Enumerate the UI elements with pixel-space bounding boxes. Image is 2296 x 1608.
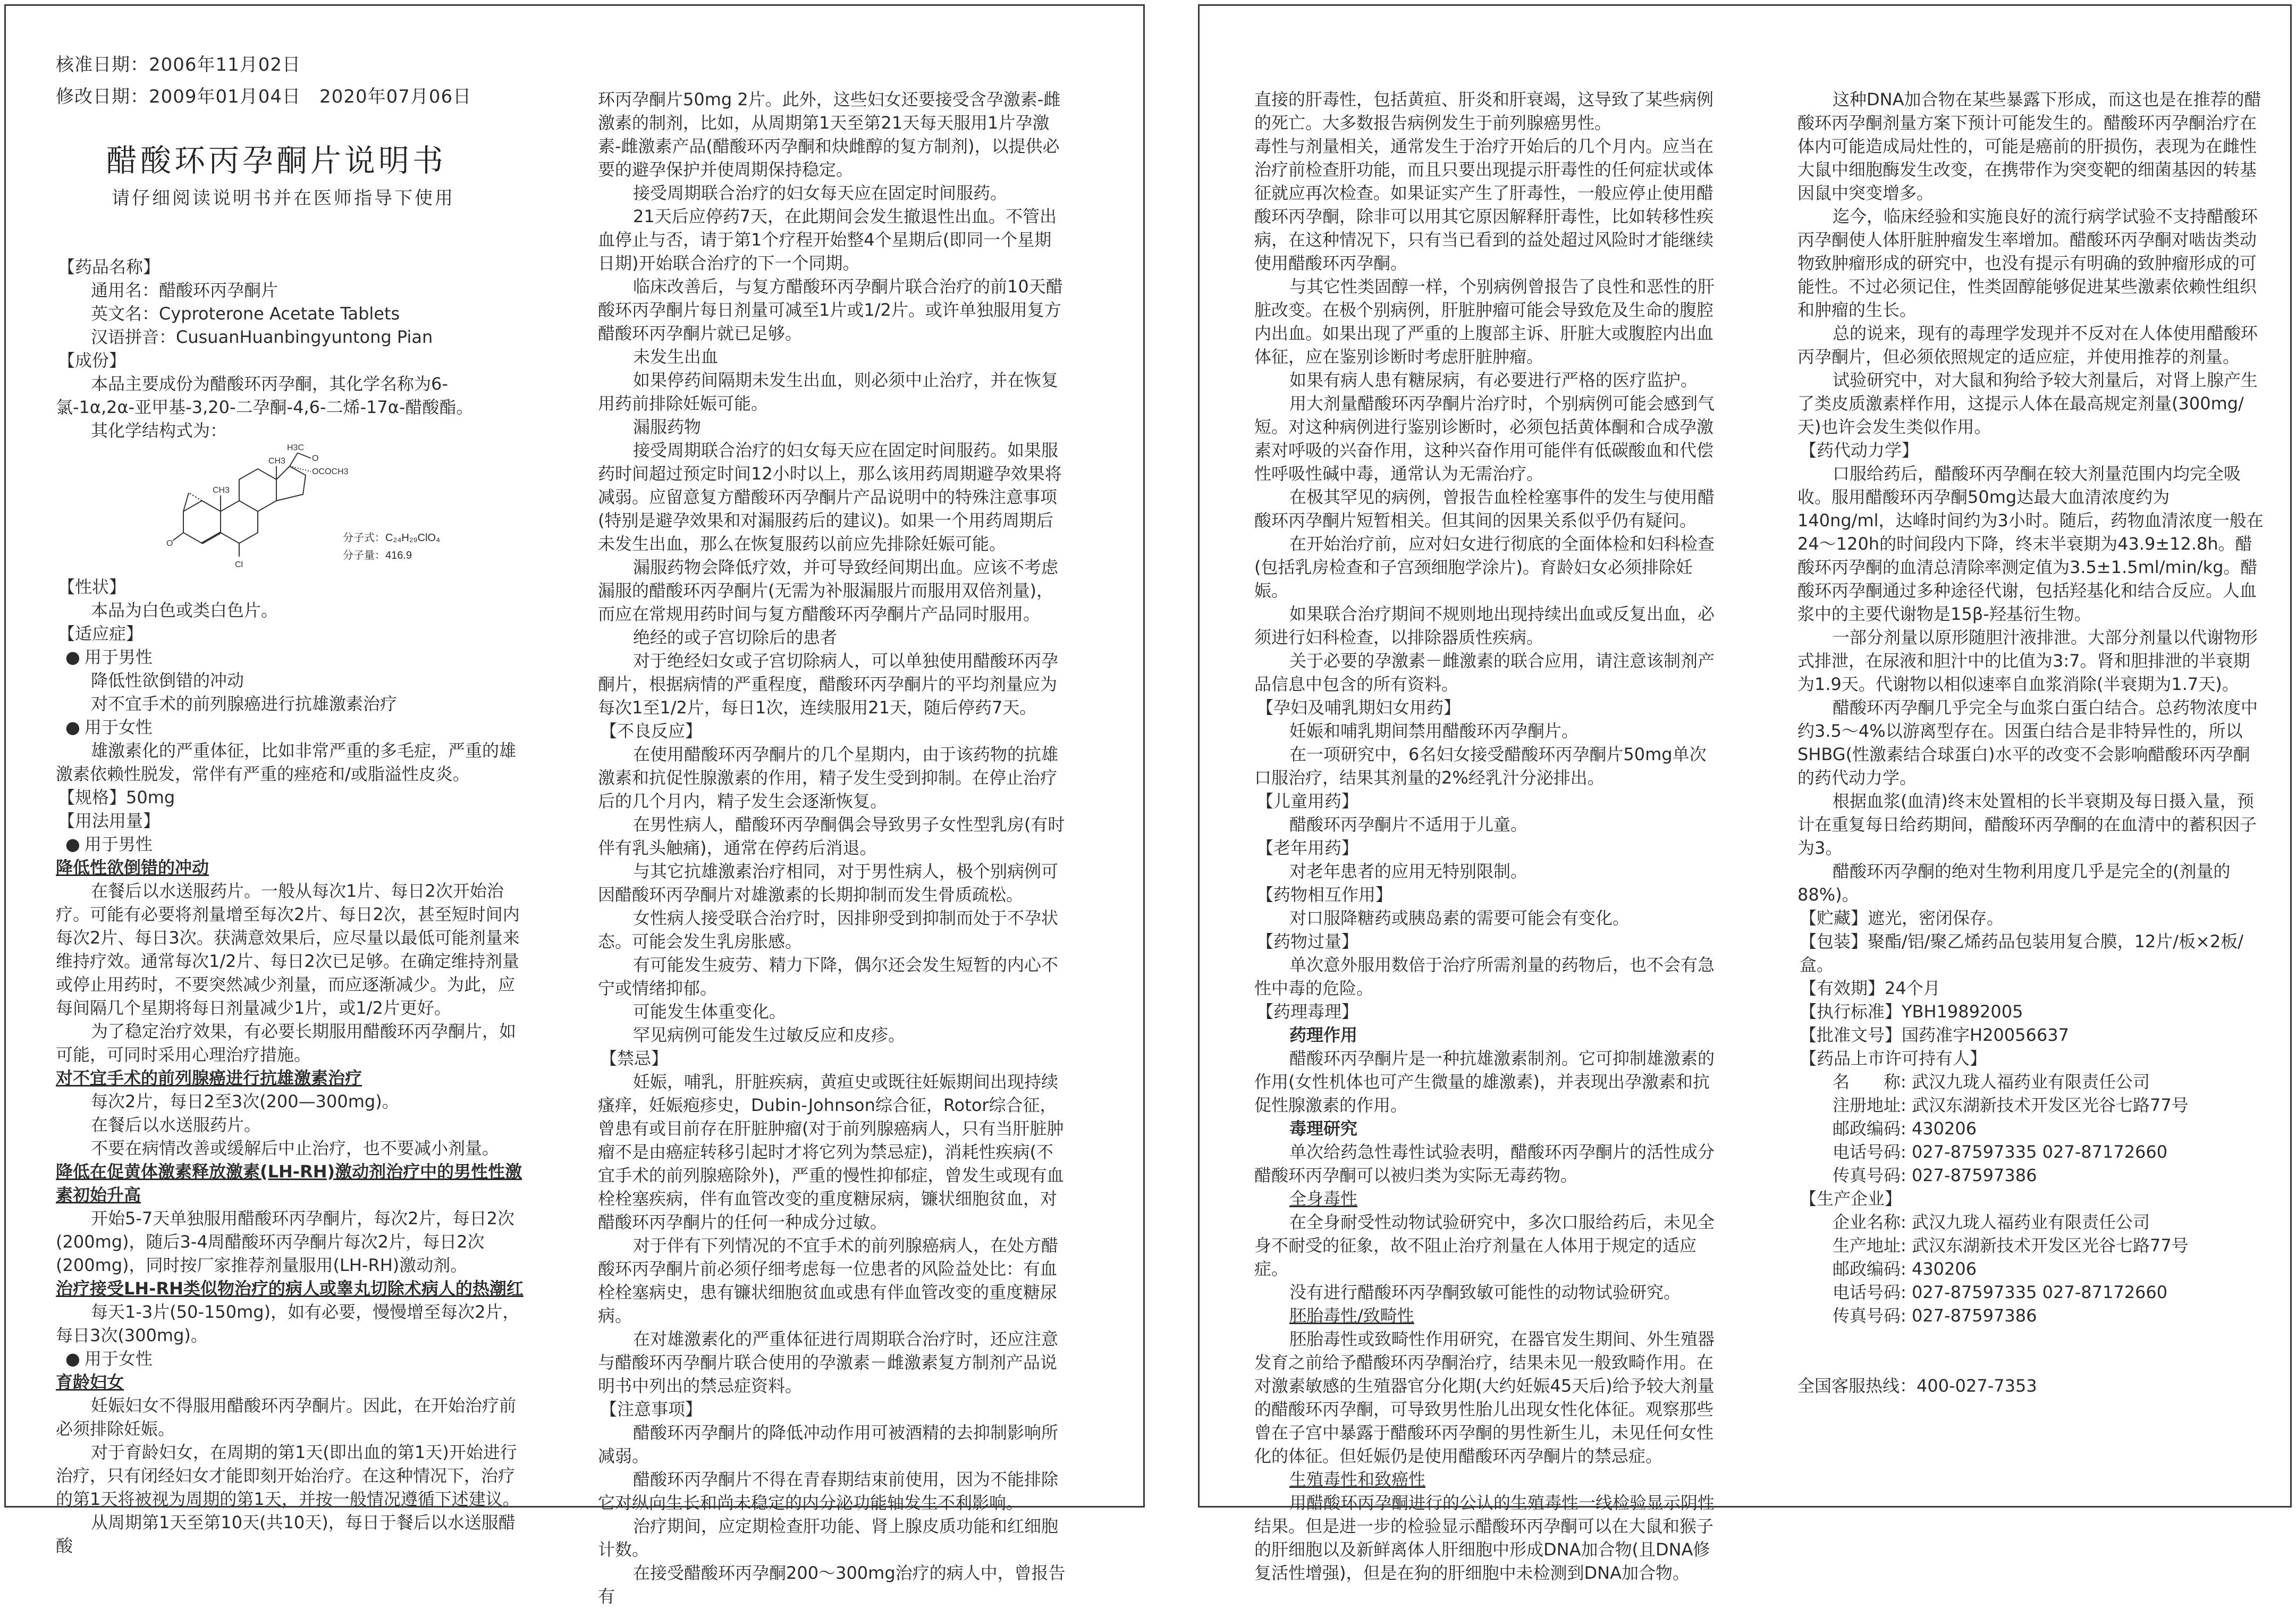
paragraph: 单次意外服用数倍于治疗所需剂量的药物后，也不会有急性中毒的危险。 <box>1254 955 1715 998</box>
section-heading: 【成份】 <box>58 350 126 371</box>
approval-date: 核准日期：2006年11月02日 <box>56 54 301 75</box>
paragraph: 环丙孕酮片50mg 2片。此外，这些妇女还要接受含孕激素-雌激素的制剂，比如，从周期第1天至第21天每天服用1片孕激素-雌激素产品(醋酸环丙孕酮和炔雌醇的复方制剂)，以提供必要的避孕保护并使周期保持稳定。 <box>598 89 1061 180</box>
bullet-item: ● 用于男性 <box>56 645 524 669</box>
paragraph: 用大剂量醋酸环丙孕酮片治疗时，个别病例可能会感到气短。对这种病例进行鉴别诊断时，必须包括黄体酮和合成孕激素对呼吸的兴奋作用，这种兴奋作用可能伴有低碳酸血和代偿性呼吸性碱中毒，通常认为无需治疗。 <box>1254 393 1715 484</box>
paragraph: 用醋酸环丙孕酮进行的公认的生殖毒性一线检验显示阴性结果。但是进一步的检验显示醋酸环丙孕酮可以在大鼠和猴子的肝细胞以及新鲜离体人肝细胞中形成DNA加合物(且DNA修复活性增强)，但是在狗的肝细胞中未检测到DNA加合物。 <box>1254 1493 1715 1583</box>
section-heading: 【药物过量】 <box>1256 931 1359 952</box>
svg-text:O: O <box>166 539 173 548</box>
section-heading: 【药品上市许可持有人】 <box>1800 1048 1987 1068</box>
paragraph: 每次2片，每日2至3次(200—300mg)。 <box>91 1091 399 1112</box>
section-heading: 【药代动力学】 <box>1800 440 1919 460</box>
section-heading: 【药理毒理】 <box>1256 1001 1359 1022</box>
paragraph: 妊娠，哺乳，肝脏疾病，黄疸史或既往妊娠期间出现持续瘙痒，妊娠疱疹史，Dubin-Johnson综合征，Rotor综合征，曾患有或目前存在肝脏肿瘤(对于前列腺癌病人，只有当肝脏肿瘤不是由癌症转移引起时才将它列为禁忌症)，消耗性疾病(不宜手术的前列腺癌除外)，严重的慢性抑郁症，曾发生或现有血栓栓塞疾病，伴有血管改变的重度糖尿病，镰状细胞贫血，对醋酸环丙孕酮片的任何一种成分过敏。 <box>598 1072 1064 1232</box>
bullet-item: ● 用于女性 <box>56 1347 524 1370</box>
paragraph: 总的说来，现有的毒理学发现并不反对在人体使用醋酸环丙孕酮片，但必须依照规定的适应症，并使用推荐的剂量。 <box>1797 323 2258 367</box>
paragraph: 在男性病人，醋酸环丙孕酮偶会导致男子女性型乳房(有时伴有乳头触痛)，通常在停药后消退。 <box>598 814 1065 858</box>
paragraph: 对于育龄妇女，在周期的第1天(即出血的第1天)开始进行治疗，只有闭经妇女才能即刻开始治疗。在这种情况下，治疗的第1天将被视为周期的第1天，并按一般情况遵循下述建议。 <box>56 1442 520 1509</box>
paragraph: 在对雄激素化的严重体征进行周期联合治疗时，还应注意与醋酸环丙孕酮片联合使用的孕激素－雌激素复方制剂产品说明书中列出的禁忌症资料。 <box>598 1329 1059 1396</box>
section-heading: 【注意事项】 <box>600 1399 703 1419</box>
spacer <box>1797 1327 2265 1374</box>
subheading: 药理作用 <box>1289 1025 1358 1045</box>
bullet-item: ● 用于男性 <box>56 832 524 856</box>
paragraph: 21天后应停药7天，在此期间会发生撤退性出血。不管出血停止与否，请于第1个疗程开始整4个星期后(即同一个星期日期)开始联合治疗的下一个同期。 <box>598 206 1057 273</box>
paragraph: 醋酸环丙孕酮片不得在青春期结束前使用，因为不能排除它对纵向生长和尚未稳定的内分泌功能轴发生不利影响。 <box>598 1469 1059 1513</box>
section-heading: 【不良反应】 <box>600 721 703 741</box>
section-heading: 【禁忌】 <box>600 1048 669 1068</box>
paragraph: 本品为白色或类白色片。 <box>91 600 278 620</box>
section-heading: 【贮藏】遮光，密闭保存。 <box>1800 908 2004 928</box>
indented-line: 英文名：Cyproterone Acetate Tablets <box>91 304 400 324</box>
svg-text:OCOCH3: OCOCH3 <box>312 467 349 476</box>
paragraph: 从周期第1天至第10天(共10天)，每日于餐后以水送服醋酸 <box>56 1512 516 1556</box>
paragraph: 开始5-7天单独服用醋酸环丙孕酮片，每次2片，每日2次(200mg)，随后3-4周醋酸环丙孕酮片每次2片，每日2次(200mg)，同时按厂家推荐剂量服用(LH-RH)激动剂。 <box>56 1208 514 1275</box>
paragraph: 醋酸环丙孕酮片不适用于儿童。 <box>1289 814 1528 835</box>
subheading: 降低性欲倒错的冲动 <box>56 857 209 878</box>
subheading: 降低在促黄体激素释放激素(LH-RH)激动剂治疗中的男性性激素初始升高 <box>56 1161 522 1205</box>
paragraph: 在一项研究中，6名妇女接受醋酸环丙孕酮片50mg单次口服治疗，结果其剂量的2%经乳汁分泌排出。 <box>1254 744 1707 788</box>
indented-line: 通用名：醋酸环丙孕酮片 <box>91 280 278 300</box>
document-title: 醋酸环丙孕酮片说明书 <box>106 142 447 179</box>
section-heading: 【生产企业】 <box>1800 1189 1902 1209</box>
section-heading: 【药物相互作用】 <box>1256 885 1393 905</box>
paragraph: 妊娠妇女不得服用醋酸环丙孕酮片。因此，在开始治疗前必须排除妊娠。 <box>56 1395 517 1439</box>
section-heading: 【药品名称】 <box>58 257 161 277</box>
paragraph: 试验研究中，对大鼠和狗给予较大剂量后，对肾上腺产生了类皮质激素样作用，这提示人体在最高规定剂量(300mg/天)也许会发生类似作用。 <box>1797 370 2258 437</box>
paragraph: 与其它性类固醇一样，个别病例曾报告了良性和恶性的肝脏改变。在极个别病例，肝脏肿瘤可能会导致危及生命的腹腔内出血。如果出现了严重的上腹部主诉、肝脏大或腹腔内出血体征，应在鉴别诊断时考虑肝脏肿瘤。 <box>1254 276 1715 367</box>
paragraph: 为了稳定治疗效果，有必要长期服用醋酸环丙孕酮片，如可能，可同时采用心理治疗措施。 <box>56 1021 517 1065</box>
indented-line: 生产地址: 武汉东湖新技术开发区光谷七路77号 <box>1833 1235 2189 1256</box>
paragraph: 如果联合治疗期间不规则地出现持续出血或反复出血，必须进行妇科检查，以排除器质性疾病。 <box>1254 604 1715 647</box>
molecular-formula: 分子式：C₂₄H₂₉ClO₄ <box>343 532 441 544</box>
subheading: 毒理研究 <box>1289 1118 1358 1139</box>
paragraph: 根据血浆(血清)终末处置相的长半衰期及每日摄入量，预计在重复每日给药期间，醋酸环丙孕酮的在血清中的蓄积因子为3。 <box>1797 791 2257 858</box>
indented-line: 注册地址: 武汉东湖新技术开发区光谷七路77号 <box>1833 1095 2189 1115</box>
paragraph: 在开始治疗前，应对妇女进行彻底的全面体检和妇科检查(包括乳房检查和子宫颈细胞学涂片)。育龄妇女必须排除妊娠。 <box>1254 534 1715 601</box>
subheading: 生殖毒性和致癌性 <box>1289 1469 1426 1489</box>
indented-line: 降低性欲倒错的冲动 <box>91 670 244 691</box>
indented-line: 电话号码: 027-87597335 027-87172660 <box>1833 1142 2168 1162</box>
paragraph: 单次给药急性毒性试验表明，醋酸环丙孕酮片的活性成分醋酸环丙孕酮可以被归类为实际无毒药物。 <box>1254 1142 1715 1185</box>
column-1 <box>56 255 524 1558</box>
chemical-structure <box>56 442 524 575</box>
paragraph: 全国客服热线：400-027-7353 <box>1797 1376 2037 1396</box>
section-heading: 【包装】聚酯/铝/聚乙烯药品包装用复合膜，12片/板×2板/盒。 <box>1800 931 2244 975</box>
paragraph: 口服给药后，醋酸环丙孕酮在较大剂量范围内均完全吸收。服用醋酸环丙孕酮50mg达最大血清浓度约为140ng/ml，达峰时间约为3小时。随后，药物血清浓度一般在24～120h的时间段内下降，终末半衰期为43.9±12.8h。醋酸环丙孕酮的血清总清除率测定值为3.5±1.5ml/min/kg。醋酸环丙孕酮通过多种途径代谢，包括羟基化和结合反应。人血浆中的主要代谢物是15β-羟基衍生物。 <box>1797 464 2264 624</box>
paragraph: 可能发生体重变化。 <box>633 1001 787 1022</box>
indented-line: 传真号码: 027-87597386 <box>1833 1165 2037 1185</box>
paragraph: 胚胎毒性或致畸性作用研究，在器官发生期间、外生殖器发育之前给予醋酸环丙孕酮治疗，结果未见一般致畸作用。在对激素敏感的生殖器官分化期(大约妊娠45天后)给予较大剂量的醋酸环丙孕酮，可导致男性胎儿出现女性化体征。观察那些曾在子宫中暴露于醋酸环丙孕酮的男性新生儿，未见任何女性化的体征。但妊娠仍是使用醋酸环丙孕酮片的禁忌症。 <box>1254 1329 1715 1466</box>
section-heading: 【性状】 <box>58 577 126 597</box>
chemical-structure-diagram <box>162 442 349 575</box>
paragraph: 与其它抗雄激素治疗相同，对于男性病人，极个别病例可因醋酸环丙孕酮片对雄激素的长期抑制而发生骨质疏松。 <box>598 861 1059 905</box>
paragraph: 没有进行醋酸环丙孕酮致敏可能性的动物试验研究。 <box>1289 1282 1681 1302</box>
paragraph: 在餐后以水送服药片。 <box>91 1115 261 1135</box>
paragraph: 女性病人接受联合治疗时，因排卵受到抑制而处于不孕状态。可能会发生乳房胀感。 <box>598 908 1059 952</box>
document-subtitle: 请仔细阅读说明书并在医师指导下使用 <box>112 188 455 209</box>
paragraph: 在接受醋酸环丙孕酮200～300mg治疗的病人中，曾报告有 <box>598 1563 1066 1606</box>
section-heading: 【执行标准】YBH19892005 <box>1800 1001 2023 1022</box>
paragraph: 对口服降糖药或胰岛素的需要可能会有变化。 <box>1289 908 1630 928</box>
indented-line: 电话号码: 027-87597335 027-87172660 <box>1833 1282 2168 1302</box>
indented-line: 邮政编码: 430206 <box>1833 1259 1977 1279</box>
revision-date: 修改日期：2009年01月04日 2020年07月06日 <box>56 86 472 107</box>
paragraph: 对老年患者的应用无特别限制。 <box>1289 861 1528 881</box>
indented-line: 绝经的或子宫切除后的患者 <box>633 627 838 647</box>
paragraph: 每天1-3片(50-150mg)，如有必要，慢慢增至每次2片，每日3次(300mg)。 <box>56 1302 520 1345</box>
paragraph: 接受周期联合治疗的妇女每天应在固定时间服药。如果服药时间超过预定时间12小时以上，那么该用药周期避孕效果将减弱。应留意复方醋酸环丙孕酮片产品说明中的特殊注意事项(特别是避孕效果和对漏服药后的建议)。如果一个用药周期后未发生出血，那么在恢复服药以前应先排除妊娠可能。 <box>598 440 1062 554</box>
paragraph: 醋酸环丙孕酮的绝对生物利用度几乎是完全的(剂量的88%)。 <box>1797 861 2231 905</box>
subheading: 胚胎毒性/致畸性 <box>1289 1306 1414 1326</box>
section-heading: 【规格】50mg <box>58 787 175 807</box>
section-heading: 【用法用量】 <box>58 811 161 831</box>
paragraph: 醋酸环丙孕酮片是一种抗雄激素制剂。它可抑制雄激素的作用(女性机体也可产生微量的雄激素)，并表现出孕激素和抗促性腺激素的作用。 <box>1254 1048 1715 1115</box>
section-heading: 【儿童用药】 <box>1256 791 1359 811</box>
paragraph: 毒性与剂量相关，通常发生于治疗开始后的几个月内。应当在治疗前检查肝功能，而且只要出现提示肝毒性的任何症状或体征就应再次检查。如果证实产生了肝毒性，一般应停止使用醋酸环丙孕酮，除非可以用其它原因解释肝毒性，比如转移性疾病，在这种情况下，只有当已看到的益处超过风险时才能继续使用醋酸环丙孕酮。 <box>1254 136 1714 273</box>
paragraph: 如果有病人患有糖尿病，有必要进行严格的医疗监护。 <box>1289 370 1698 390</box>
subheading: 治疗接受LH-RH类似物治疗的病人或睾丸切除术病人的热潮红 <box>56 1278 524 1299</box>
bullet-item: ● 用于女性 <box>56 715 524 739</box>
svg-text:CH3: CH3 <box>213 486 230 495</box>
paragraph: 治疗期间，应定期检查肝功能、肾上腺皮质功能和红细胞计数。 <box>598 1516 1059 1560</box>
subheading: 育龄妇女 <box>56 1372 124 1392</box>
indented-line: 邮政编码: 430206 <box>1833 1118 1977 1139</box>
indented-line: 对不宜手术的前列腺癌进行抗雄激素治疗 <box>91 694 398 714</box>
column-3 <box>1254 88 1717 1585</box>
subheading: 对不宜手术的前列腺癌进行抗雄激素治疗 <box>56 1068 362 1088</box>
paragraph: 醋酸环丙孕酮几乎完全与血浆白蛋白结合。总药物浓度中约3.5～4%以游离型存在。因蛋白结合是非特异性的，所以SHBG(性激素结合球蛋白)水平的改变不会影响醋酸环丙孕酮的药代动力学。 <box>1797 697 2258 788</box>
paragraph: 如果停药间隔期未发生出血，则必须中止治疗，并在恢复用药前排除妊娠可能。 <box>598 370 1059 414</box>
column-2 <box>598 88 1068 1608</box>
indented-line: 未发生出血 <box>633 347 719 367</box>
paragraph: 罕见病例可能发生过敏反应和皮疹。 <box>633 1025 906 1045</box>
paragraph: 临床改善后，与复方醋酸环丙孕酮片联合治疗的前10天醋酸环丙孕酮片每日剂量可减至1片或1/2片。或许单独服用复方醋酸环丙孕酮片就已足够。 <box>598 276 1063 343</box>
svg-text:H3C: H3C <box>287 443 305 452</box>
paragraph: 妊娠和哺乳期间禁用醋酸环丙孕酮片。 <box>1289 721 1579 741</box>
paragraph: 本品主要成份为醋酸环丙孕酮，其化学名称为6-氯-1α,2α-亚甲基-3,20-二孕酮-4,6-二烯-17α-醋酸酯。 <box>56 374 474 417</box>
paragraph: 这种DNA加合物在某些暴露下形成，而这也是在推荐的醋酸环丙孕酮剂量方案下预计可能发生的。醋酸环丙孕酮治疗在体内可能造成局灶性的，可能是癌前的肝损伤，表现为在雌性大鼠中细胞酶发生改变，在携带作为突变靶的细菌基因的转基因鼠中突变增多。 <box>1797 89 2261 203</box>
paragraph: 其化学结构式为： <box>91 420 227 441</box>
paragraph: 在全身耐受性动物试验研究中，多次口服给药后，未见全身不耐受的征象，故不阻止治疗剂量在人体用于规定的适应症。 <box>1254 1212 1715 1279</box>
paragraph: 一部分剂量以原形随胆汁液排泄。大部分剂量以代谢物形式排泄，在尿液和胆汁中的比值为3:7。肾和胆排泄的半衰期为1.9天。代谢物以相似速率自血浆消除(半衰期为1.7天)。 <box>1797 627 2258 694</box>
paragraph: 关于必要的孕激素－雌激素的联合应用，请注意该制剂产品信息中包含的所有资料。 <box>1254 651 1715 694</box>
column-4 <box>1797 88 2265 1397</box>
indented-line: 汉语拼音：CusuanHuanbingyuntong Pian <box>91 327 433 347</box>
paragraph: 漏服药物会降低疗效，并可导致经间期出血。应该不考虑漏服的醋酸环丙孕酮片(无需为补服漏服片而服用双倍剂量)，而应在常规用药时间与复方醋酸环丙孕酮片产品同时服用。 <box>598 557 1059 624</box>
paragraph: 对于绝经妇女或子宫切除病人，可以单独使用醋酸环丙孕酮片，根据病情的严重程度，醋酸环丙孕酮片的平均剂量应为每次1至1/2片，每日1次，连续服用21天，随后停药7天。 <box>598 651 1059 718</box>
indented-line: 名 称: 武汉九珑人福药业有限责任公司 <box>1833 1072 2150 1092</box>
section-heading: 【批准文号】国药准字H20056637 <box>1800 1025 2069 1045</box>
paragraph: 迄今，临床经验和实施良好的流行病学试验不支持醋酸环丙孕酮使人体肝脏肿瘤发生率增加。醋酸环丙孕酮对啮齿类动物致肿瘤形成的研究中，也没有提示有明确的致肿瘤形成的可能性。不过必须记住，性类固醇能够促进某些激素依赖性组织和肿瘤的生长。 <box>1797 206 2258 320</box>
svg-text:O: O <box>312 454 319 463</box>
paragraph: 有可能发生疲劳、精力下降，偶尔还会发生短暂的内心不宁或情绪抑郁。 <box>598 955 1059 998</box>
subheading: 全身毒性 <box>1289 1189 1358 1209</box>
indented-line: 企业名称: 武汉九珑人福药业有限责任公司 <box>1833 1212 2150 1232</box>
section-heading: 【有效期】24个月 <box>1800 978 1940 998</box>
paragraph: 醋酸环丙孕酮片的降低冲动作用可被酒精的去抑制影响所减弱。 <box>598 1422 1059 1466</box>
paragraph: 直接的肝毒性，包括黄疸、肝炎和肝衰竭，这导致了某些病例的死亡。大多数报告病例发生于前列腺癌男性。 <box>1254 89 1714 133</box>
section-heading: 【老年用药】 <box>1256 838 1359 858</box>
paragraph: 在使用醋酸环丙孕酮片的几个星期内，由于该药物的抗雄激素和抗促性腺激素的作用，精子发生受到抑制。在停止治疗后的几个月内，精子发生会逐渐恢复。 <box>598 744 1059 811</box>
paragraph: 雄激素化的严重体征，比如非常严重的多毛症，严重的雄激素依赖性脱发，常伴有严重的痤疮和/或脂溢性皮炎。 <box>56 740 517 784</box>
svg-text:CH3: CH3 <box>268 457 286 466</box>
paragraph: 在极其罕见的病例，曾报告血栓栓塞事件的发生与使用醋酸环丙孕酮片短暂相关。但其间的因果关系似乎仍有疑问。 <box>1254 487 1715 531</box>
section-heading: 【适应症】 <box>58 624 144 644</box>
indented-line: 传真号码: 027-87597386 <box>1833 1306 2037 1326</box>
indented-line: 漏服药物 <box>633 417 702 437</box>
molecular-weight: 分子量：416.9 <box>343 550 412 561</box>
paragraph: 对于伴有下列情况的不宜手术的前列腺癌病人，在处方醋酸环丙孕酮片前必须仔细考虑每一位患者的风险益处比：有血栓栓塞病史，患有镰状细胞贫血或患有伴血管改变的重度糖尿病。 <box>598 1235 1059 1326</box>
paragraph: 在餐后以水送服药片。一般从每次1片、每日2次开始治疗。可能有必要将剂量增至每次2片、每日2次，甚至短时间内每次2片、每日3次。获满意效果后，应尽量以最低可能剂量来维持疗效。通常每次1/2片、每日2次已足够。在确定维持剂量或停止用药时，不要突然减少剂量，而应逐渐减少。为此，应每间隔几个星期将每日剂量减少1片，或1/2片更好。 <box>56 881 520 1018</box>
paragraph: 接受周期联合治疗的妇女每天应在固定时间服药。 <box>633 183 1008 203</box>
section-heading: 【孕妇及哺乳期妇女用药】 <box>1256 697 1461 718</box>
paragraph: 不要在病情改善或缓解后中止治疗，也不要减小剂量。 <box>91 1138 500 1158</box>
svg-text:Cl: Cl <box>235 560 243 569</box>
